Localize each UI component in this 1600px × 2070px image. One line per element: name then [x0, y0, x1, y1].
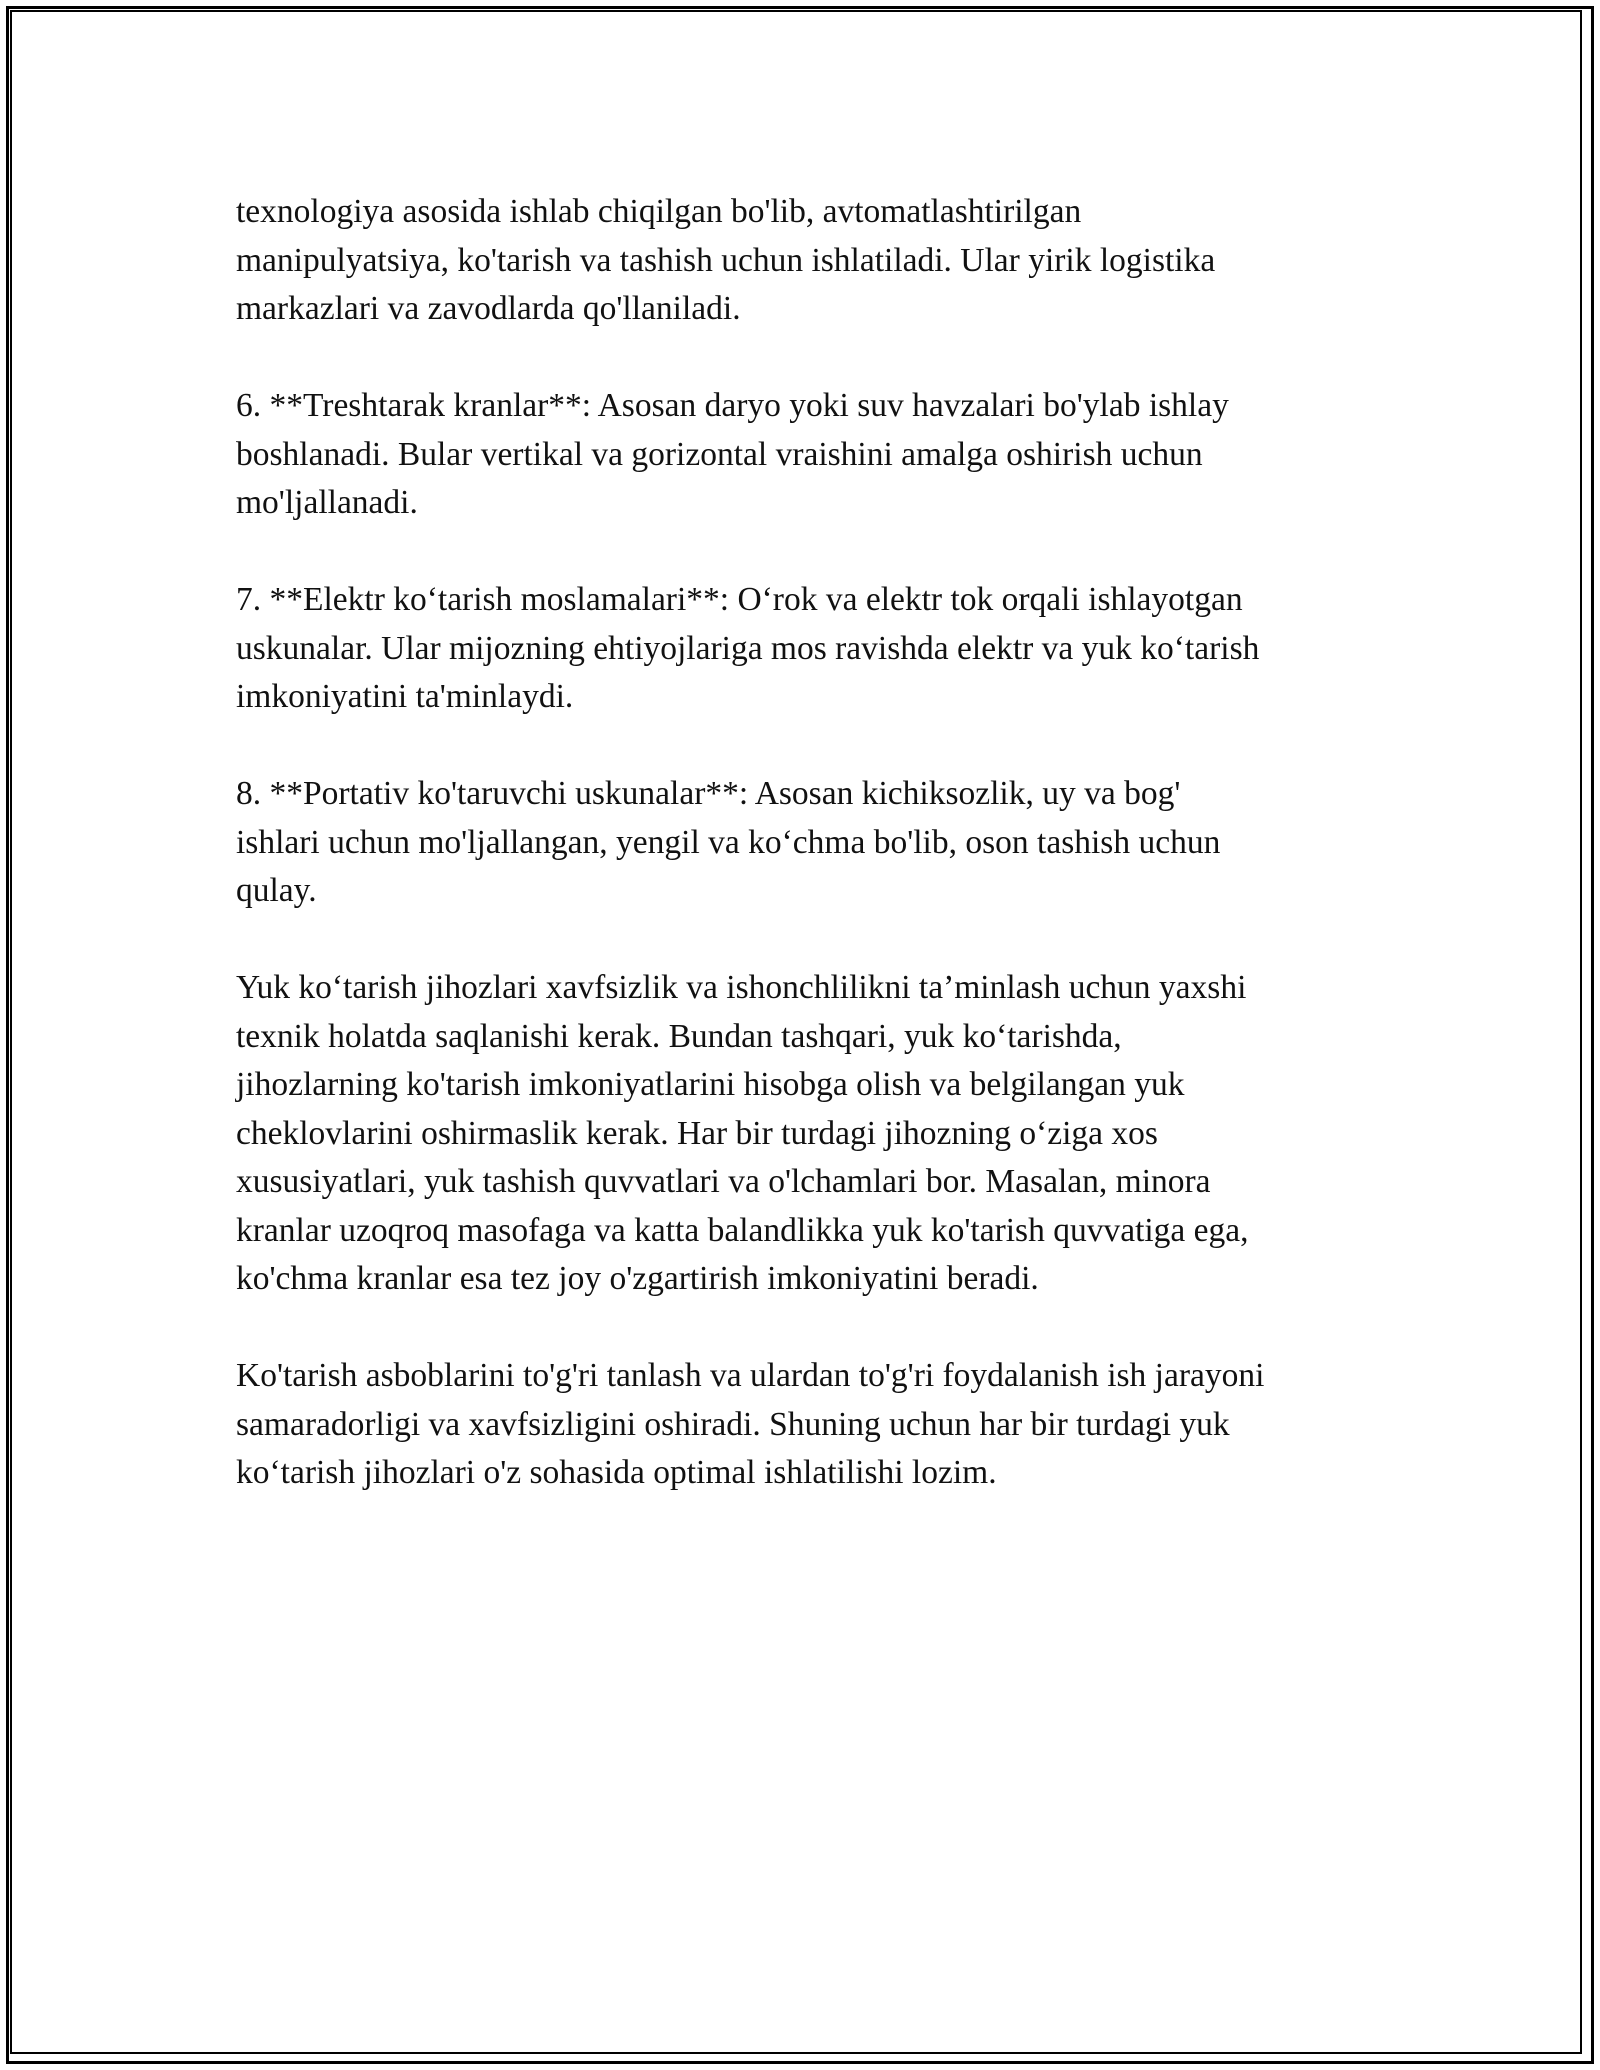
- paragraph-safety: Yuk ko‘tarish jihozlari xavfsizlik va ishonchlilikni ta’minlash uchun yaxshi texnik holatda saqlanishi kerak. Bundan tashqari, yuk ko‘tarishda, jihozlarning ko'tarish imkoniyatlarini hisobga olish va belgilangan yuk cheklovlarini oshirmaslik kerak. Har bir turdagi jihozning o‘ziga xos xususiyatlari, yuk tashish quvvatlari va o'lchamlari bor. Masalan, minora kranlar uzoqroq masofaga va katta balandlikka yuk ko'tarish quvvatiga ega, ko'chma kranlar esa tez joy o'zgartirish imkoniyatini beradi.: [236, 969, 1249, 1297]
- paragraph-item-6: 6. **Treshtarak kranlar**: Asosan daryo yoki suv havzalari bo'ylab ishlay boshlanadi. Bular vertikal va gorizontal vraishini amalga oshirish uchun mo'ljallanadi.: [236, 387, 1229, 521]
- paragraph-conclusion: Ko'tarish asboblarini to'g'ri tanlash va ulardan to'g'ri foydalanish ish jarayoni samaradorligi va xavfsizligini oshiradi. Shuning uchun har bir turdagi yuk ko‘tarish jihozlari o'z sohasida optimal ishlatilishi lozim.: [236, 1357, 1265, 1491]
- document-body: [236, 188, 1386, 1546]
- paragraph-continuation: texnologiya asosida ishlab chiqilgan bo'lib, avtomatlashtirilgan manipulyatsiya, ko'tarish va tashish uchun ishlatiladi. Ular yirik logistika markazlari va zavodlarda qo'llaniladi.: [236, 193, 1216, 327]
- paragraph-item-7: 7. **Elektr ko‘tarish moslamalari**: O‘rok va elektr tok orqali ishlayotgan uskunalar. Ular mijozning ehtiyojlariga mos ravishda elektr va yuk ko‘tarish imkoniyatini ta'minlaydi.: [236, 581, 1260, 715]
- paragraph-item-8: 8. **Portativ ko'taruvchi uskunalar**: Asosan kichiksozlik, uy va bog' ishlari uchun mo'ljallangan, yengil va ko‘chma bo'lib, oson tashish uchun qulay.: [236, 775, 1221, 909]
